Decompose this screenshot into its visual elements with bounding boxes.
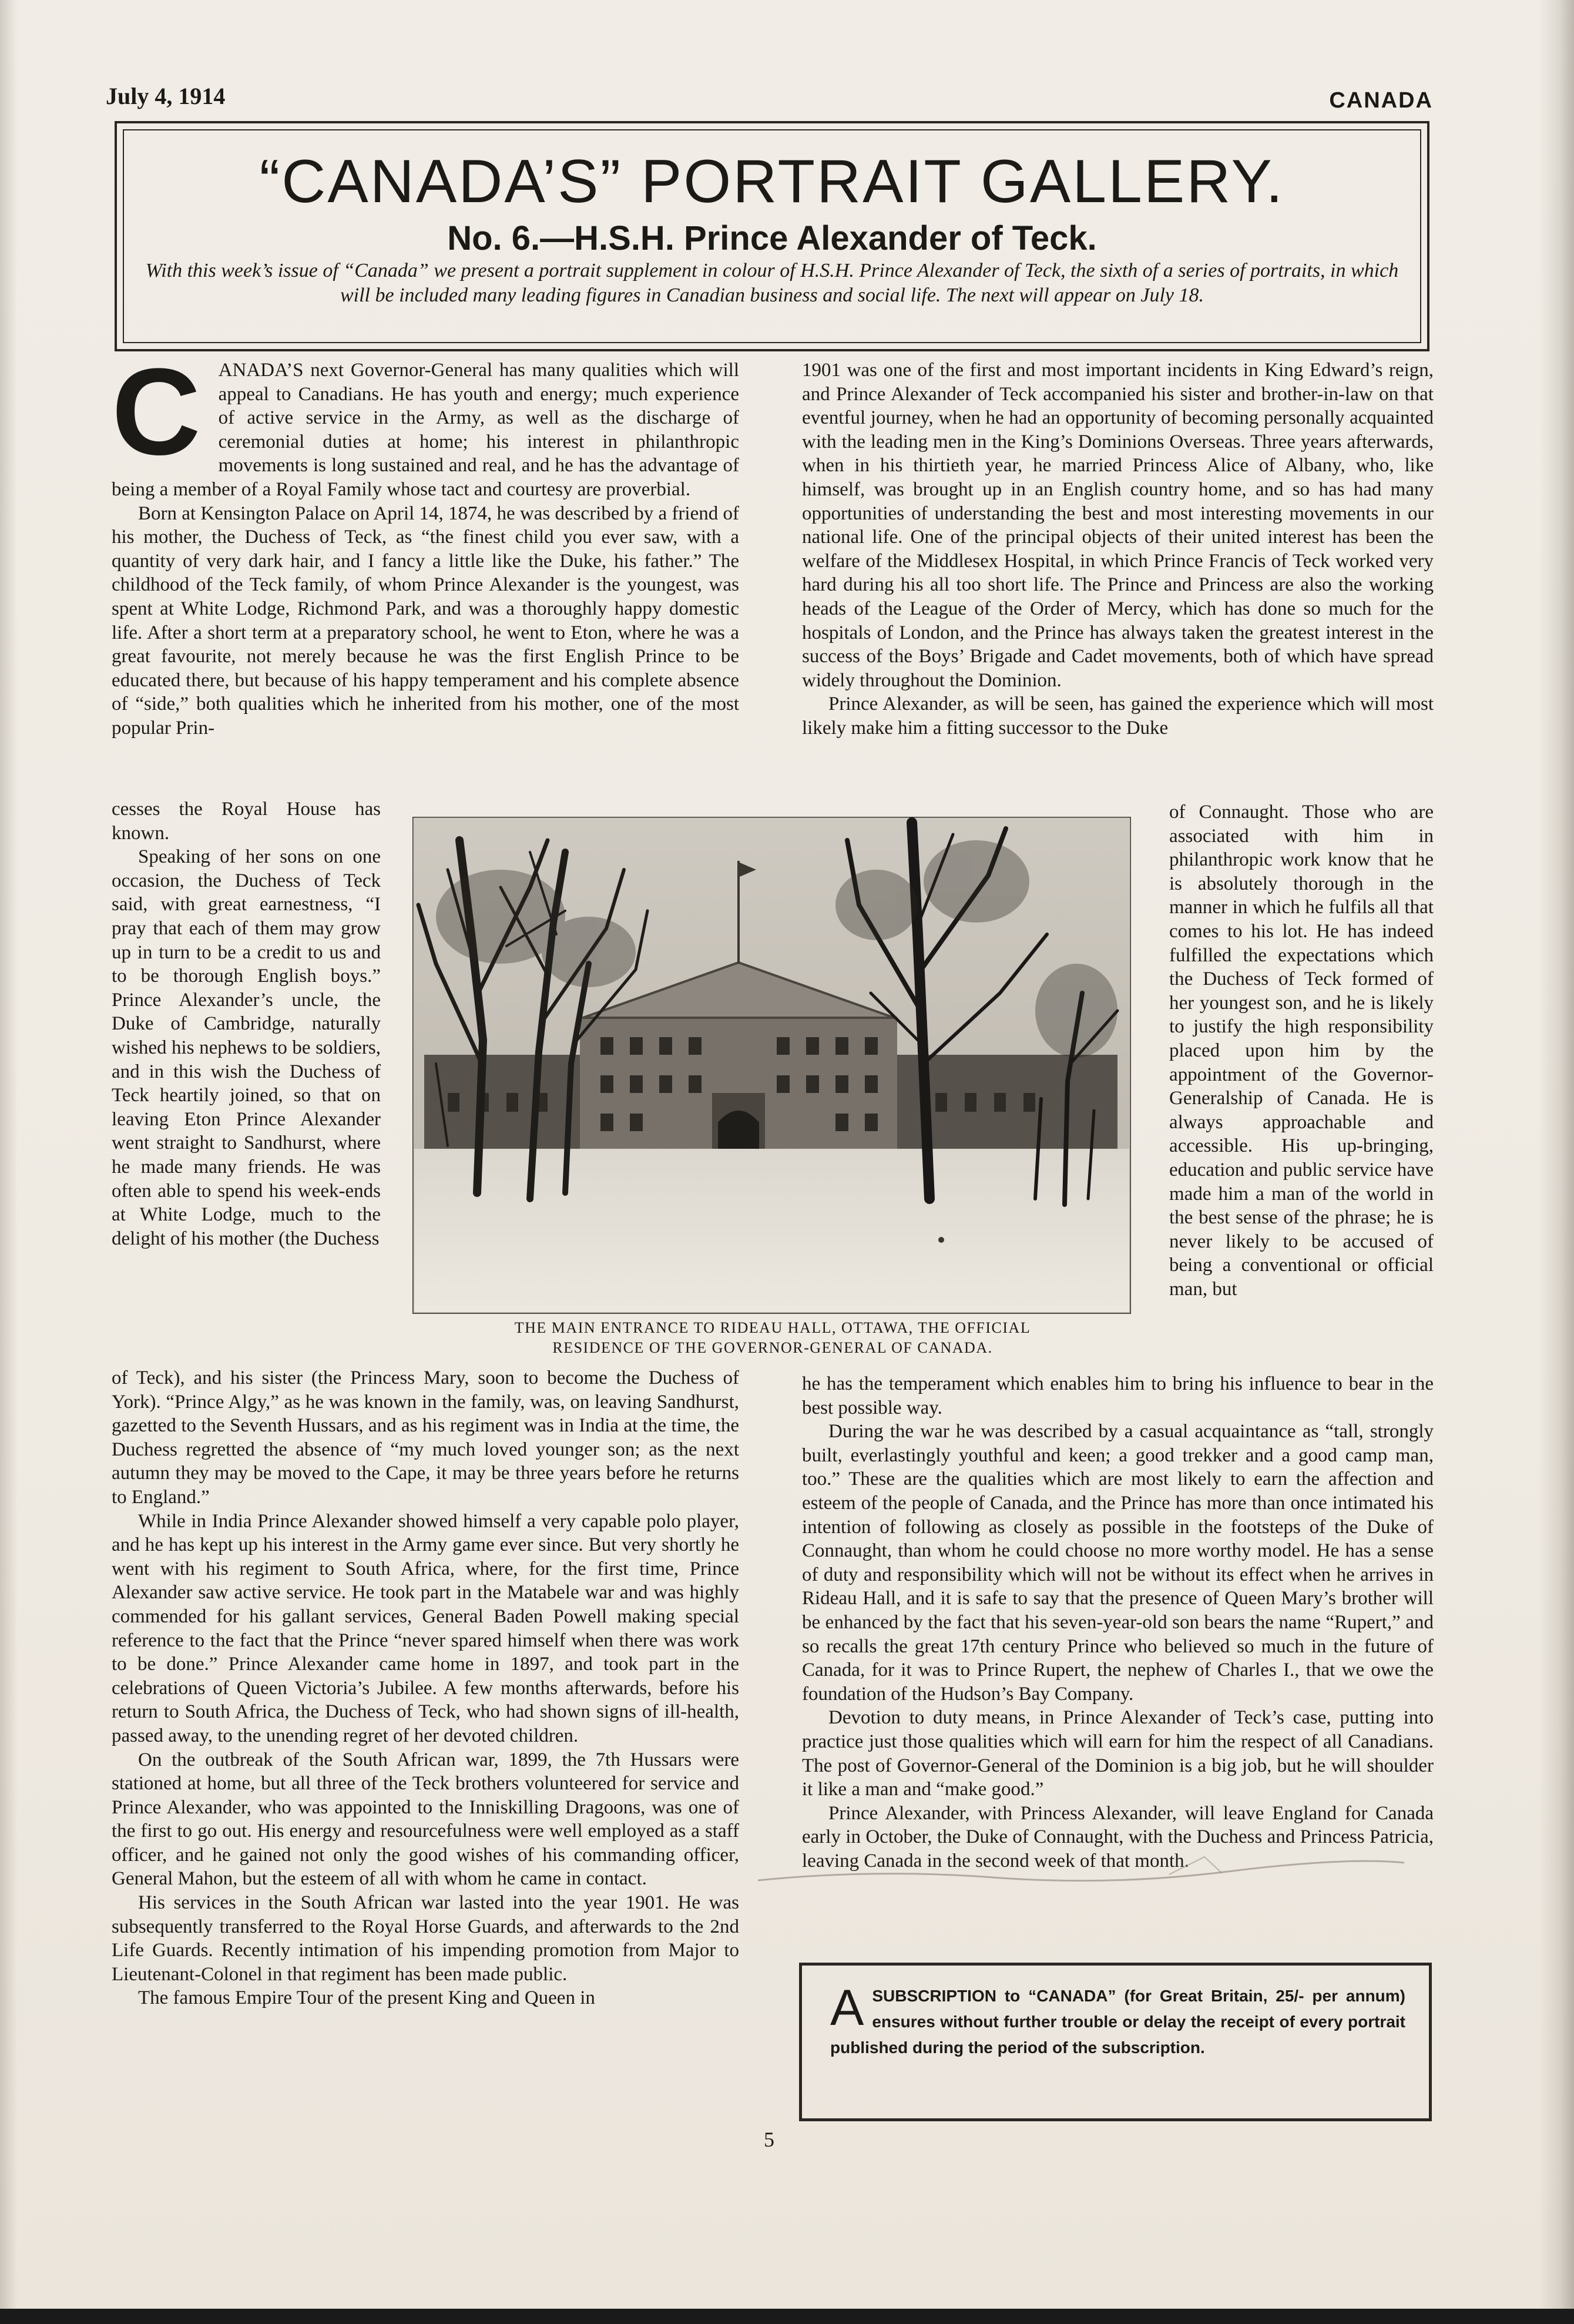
rideau-hall-photo: [412, 817, 1131, 1314]
publication-name: CANADA: [1329, 88, 1433, 113]
paper-tear: [758, 1845, 1404, 1898]
article-column-1-bottom: [112, 1366, 739, 2112]
paper-edge-right: [1539, 0, 1574, 2324]
intro-line-1: With this week’s issue of “Canada” we present a portrait supplement in colour of H.S.H. Prince Alexander of Teck, the sixth of a series of portraits, in which will be included many leading figures in Canadian business and social life.: [145, 260, 1399, 306]
photo-image: [412, 817, 1131, 1314]
paragraph: Prince Alexander, as will be seen, has gained the experience which will most likely make him a fitting successor to the Duke: [802, 693, 1434, 739]
paragraph: cesses the Royal House has known.: [112, 799, 381, 844]
scan-border-bottom: [0, 2309, 1574, 2324]
drop-cap: C: [112, 358, 201, 481]
page-number: 5: [764, 2128, 774, 2151]
paragraph: During the war he was described by a casual acquaintance as “tall, strongly built, everlastingly youthful and keen; a good trekker and a good camp man, too.” These are the qualities which are most likely to earn the affection and esteem of the people of Canada, and the Prince has more than once intimated his intention of following as closely as possible in the footsteps of the Duke of Connaught, than whom he could choose no more worthy model. He has a sense of duty and responsibility which will not be without its effect when he arrives in Rideau Hall, and it is safe to say that the presence of Queen Mary’s brother will be enhanced by the fact that his seven-year-old son bears the name “Rupert,” and so recalls the great 17th century Prince who believed so much in the future of Canada, for it was to Prince Rupert, the nephew of Charles I., that we owe the foundation of the Hudson’s Bay Company.: [802, 1421, 1434, 1705]
paragraph: of Connaught. Those who are associated with him in philanthropic work know that he is absolutely thorough in the manner in which he fulfils all that comes to his lot. He has indeed fulfilled the expectations which the Duchess of Teck formed of her youngest son, and he is likely to justify the high responsibility placed upon him by the appointment of the Governor-Generalship of Canada. He is always approachable and accessible. His up-bringing, education and public service have made him a man of the world in the best sense of the phrase; he is never likely to be accused of being a conventional or official man, but: [1169, 802, 1434, 1300]
paragraph: The famous Empire Tour of the present King and Queen in: [138, 1987, 595, 2009]
subscription-initial: A: [830, 1980, 864, 2036]
article-column-1-narrow: [112, 797, 381, 1370]
paragraph: 1901 was one of the first and most important incidents in King Edward’s reign, and Prince Alexander of Teck accompanied his sister and brother-in-law on that eventful journey, when he had an opportunity of becoming personally acquainted with the leading men in the King’s Dominions Overseas. Three years afterwards, when in his thirtieth year, he married Princess Alice of Albany, who, like himself, was brought up in an English country home, and so has had many opportunities of understanding the best and most interesting movements in our national life. One of the principal objects of their united interest has been the welfare of the Middlesex Hospital, in which Prince Francis of Teck worked very hard during his all too short life. The Prince and Princess are also the working heads of the League of the Order of Mercy, which has done so much for the hospitals of London, and the Prince has always taken the greatest interest in the success of the Boys’ Brigade and Cadet movements, both of which have spread widely throughout the Dominion.: [802, 360, 1434, 691]
title-box: [115, 121, 1429, 351]
issue-date: July 4, 1914: [106, 83, 226, 109]
paragraph: of Teck), and his sister (the Princess Mary, soon to become the Duchess of York). “Prince Algy,” as he was known in the family, was, on leaving Sandhurst, gazetted to the Seventh Hussars, and as his regiment was in India at the time, the Duchess regretted the absence of “my much loved younger son; as the next autumn they may be moved to the Cape, it may be three years before he returns to England.”: [112, 1367, 739, 1508]
paragraph: While in India Prince Alexander showed himself a very capable polo player, and he has kept up his interest in the Army game ever since. But very shortly he went with his regiment to South Africa, where, for the first time, Prince Alexander saw active service. He took part in the Matabele war and was highly commended for his gallant services, General Baden Powell making special reference to the fact that the Prince “never spared himself when there was work to be done.” Prince Alexander came home in 1897, and took part in the celebrations of Queen Victoria’s Jubilee. A few months afterwards, before his return to South Africa, the Duchess of Teck, who had shown signs of ill-health, passed away, to the unending regret of her devoted children.: [112, 1510, 739, 1746]
photo-caption: [411, 1318, 1134, 1358]
paper-edge-left: [0, 0, 18, 2324]
paragraph: Prince Alexander, with Princess Alexander, will leave England for Canada early in October, the Duke of Connaught, with the Duchess and Princess Patricia, leaving Canada in the second week of that month.: [802, 1802, 1434, 1872]
article-column-2-narrow: [1169, 800, 1434, 1373]
paragraph: Speaking of her sons on one occasion, the Duchess of Teck said, with great earnestness, “I pray that each of them may grow up in turn to be a credit to us and to be thorough English boys.” Prince Alexander’s uncle, the Duke of Cambridge, naturally wished his nephews to be soldiers, and in this wish the Duchess of Teck heartily joined, so that on leaving Eton Prince Alexander went straight to Sandhurst, where he made many friends. He was often able to spend his week-ends at White Lodge, much to the delight of his mother (the Duchess: [112, 846, 381, 1249]
caption-line-1: THE MAIN ENTRANCE TO RIDEAU HALL, OTTAWA, THE OFFICIAL: [514, 1319, 1031, 1336]
caption-line-2: RESIDENCE OF THE GOVERNOR-GENERAL OF CANADA.: [552, 1339, 993, 1356]
paragraph: he has the temperament which enables him to bring his influence to bear in the best possible way.: [802, 1373, 1434, 1418]
page-title: “CANADA’S” PORTRAIT GALLERY.: [259, 147, 1285, 216]
article-column-2-top: [802, 358, 1434, 817]
paragraph: ANADA’S next Governor-General has many qualities which will appeal to Canadians. He has youth and energy; much experience of active service in the Army, as well as the discharge of ceremonial duties at home; his interest in philanthropic movements is long sustained and real, and he has the advantage of being a member of a Royal Family whose tact and courtesy are proverbial.: [112, 360, 739, 500]
page-subtitle: No. 6.—H.S.H. Prince Alexander of Teck.: [447, 219, 1097, 257]
paragraph: On the outbreak of the South African war, 1899, the 7th Hussars were stationed at home, but all three of the Teck brothers volunteered for service and Prince Alexander, who was appointed to the Inniskilling Dragoons, was one of the first to go out. His energy and resourcefulness were well employed as a staff officer, and he gained not only the good wishes of his commanding officer, General Mahon, but the esteem of all with whom he came in contact.: [112, 1749, 739, 1890]
paragraph: His services in the South African war lasted into the year 1901. He was subsequently transferred to the Royal Horse Guards, and afterwards to the 2nd Life Guards. Recently intimation of his impending promotion from Major to Lieutenant-Colonel in that regiment has been made public.: [112, 1892, 739, 1985]
subscription-text: SUBSCRIPTION to “CANADA” (for Great Britain, 25/- per annum) ensures without further trouble or delay the receipt of every portrait published during the period of the subscription.: [830, 1987, 1405, 2057]
subscription-notice: [799, 1963, 1432, 2121]
intro-line-2: The next will appear on July 18.: [945, 284, 1204, 306]
paragraph: Devotion to duty means, in Prince Alexander of Teck’s case, putting into practice just those qualities which will earn for him the respect of all Canadians. The post of Governor-General of the Dominion is a big job, but he will shoulder it like a man and “make good.”: [802, 1707, 1434, 1800]
article-column-1-top: [112, 358, 739, 805]
intro-text: [137, 259, 1407, 308]
paragraph: Born at Kensington Palace on April 14, 1874, he was described by a friend of his mother, the Duchess of Teck, as “the finest child you ever saw, with a quantity of very dark hair, and I fancy a little like the Duke, his father.” The childhood of the Teck family, of whom Prince Alexander is the youngest, was spent at White Lodge, Richmond Park, and was a thoroughly happy domestic life. After a short term at a preparatory school, he went to Eton, where he was a great favourite, not merely because he was the first English Prince to be educated there, but because of his happy temperament and his complete absence of “side,” both qualities which he inherited from his mother, one of the most popular Prin-: [112, 502, 739, 739]
